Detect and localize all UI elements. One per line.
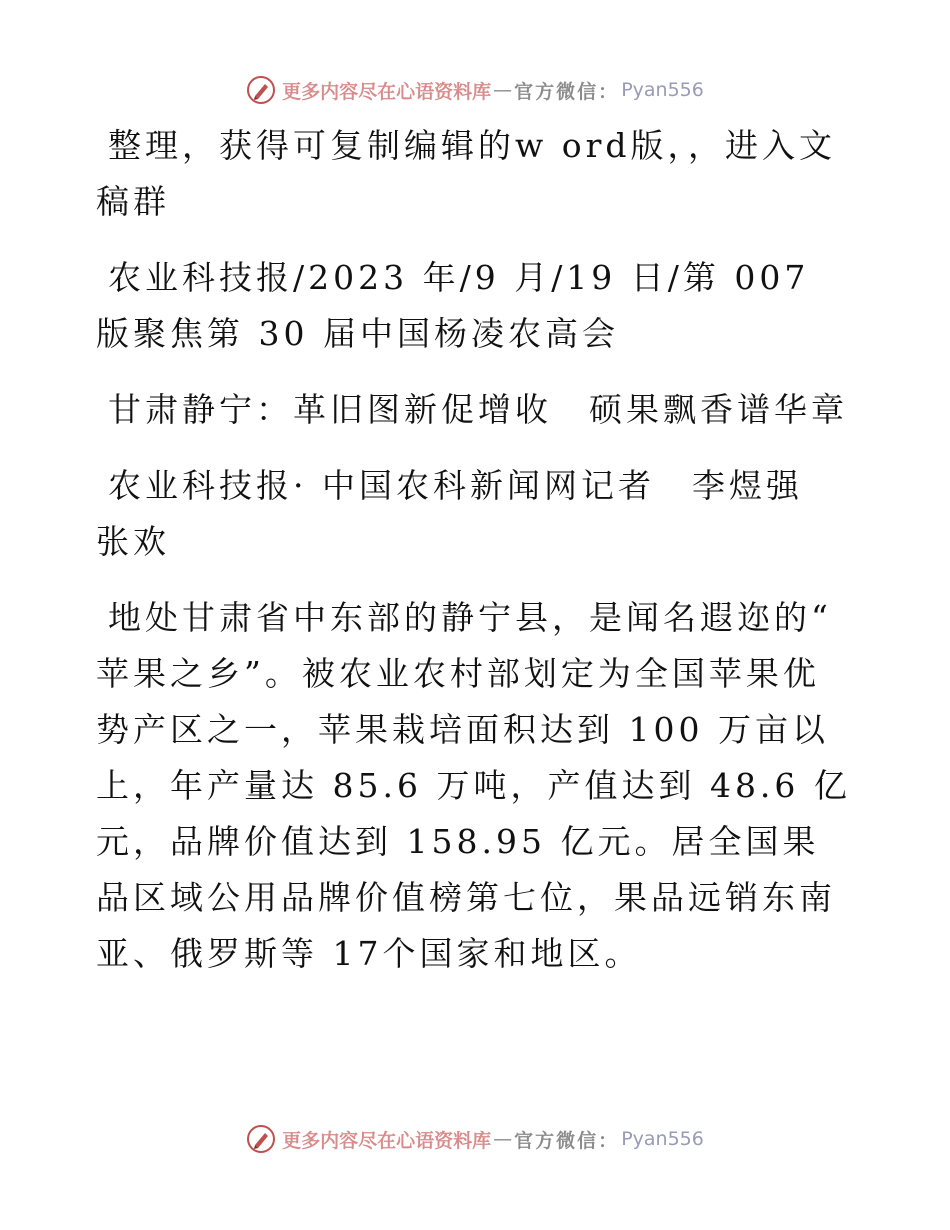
pen-logo-icon xyxy=(246,1124,276,1154)
watermark-wechat-id: Pyan556 xyxy=(621,1128,704,1150)
watermark-dash: — xyxy=(493,1128,513,1150)
article-headline: 甘肃静宁：革旧图新促增收 硕果飘香谱华章 xyxy=(108,390,848,429)
byline: 农业科技报· 中国农科新闻网记者 李煜强 张欢 xyxy=(96,466,840,561)
watermark-label: 官方微信： xyxy=(514,1129,620,1152)
paragraph-intro-note: 整理，获得可复制编辑的w ord版，，进入文稿群 xyxy=(96,126,837,221)
watermark-main-text: 更多内容尽在心语资料库 xyxy=(282,80,492,103)
pen-logo-icon xyxy=(246,75,276,105)
watermark-wechat-id: Pyan556 xyxy=(621,79,704,101)
header-watermark xyxy=(0,70,950,110)
watermark-label: 官方微信： xyxy=(514,80,620,103)
paragraph-body: 地处甘肃省中东部的静宁县，是闻名遐迩的“ 苹果之乡”。被农业农村部划定为全国苹果优势产区之一，苹果栽培面积达到 100 万亩以上，年产量达 85.6 万吨，产值达到 48.6 亿元，品牌价值达到 158.95 亿元。居全国果品区域公用品牌价值榜第七位，果品远销东南亚、俄罗斯等 17个国家和地区。 xyxy=(96,598,851,973)
footer-watermark xyxy=(0,1119,950,1159)
paragraph-source-line: 农业科技报/2023 年/9 月/19 日/第 007 版聚焦第 30 届中国杨凌农高会 xyxy=(96,258,810,353)
document-body xyxy=(96,118,856,1002)
watermark-main-text: 更多内容尽在心语资料库 xyxy=(282,1129,492,1152)
watermark-dash: — xyxy=(493,79,513,101)
